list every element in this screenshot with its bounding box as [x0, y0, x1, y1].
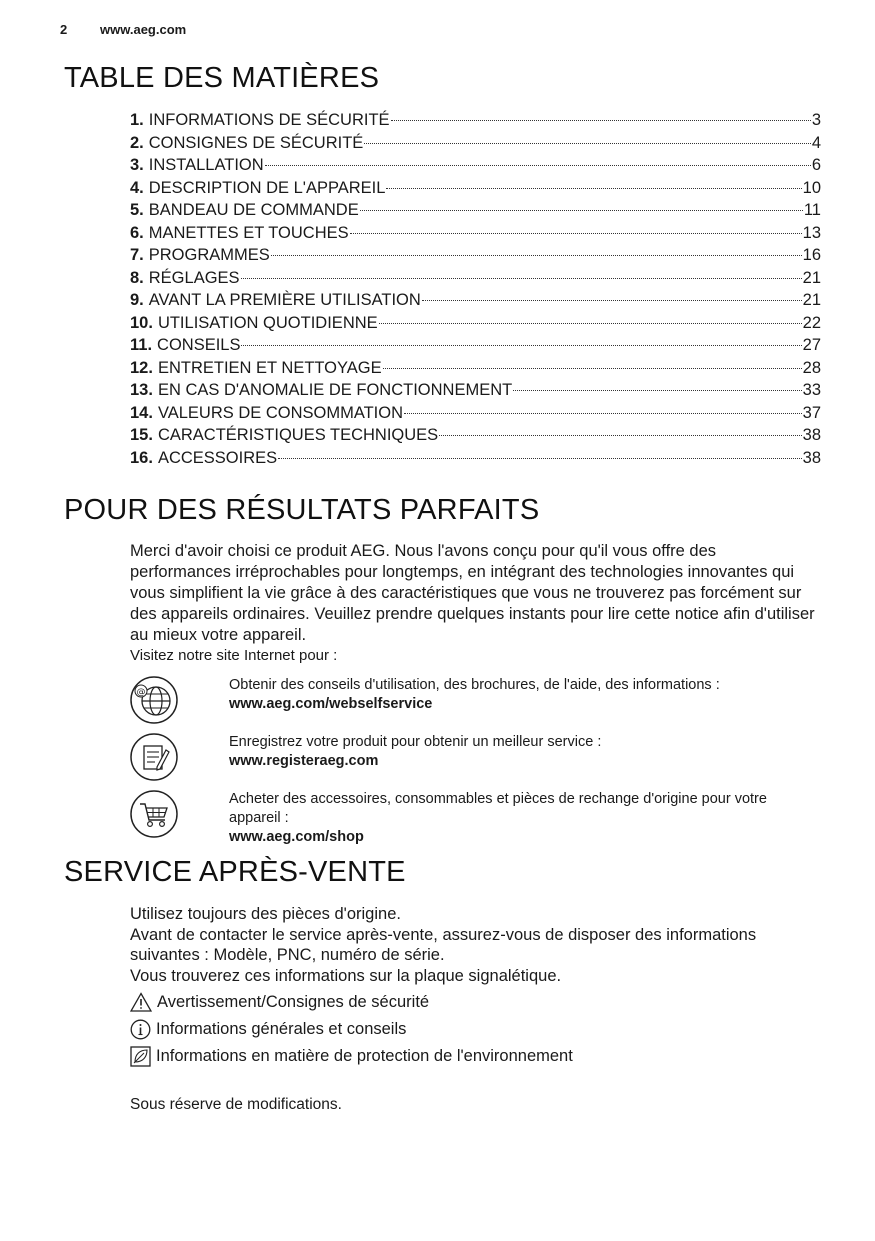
toc-item-page: 4 [811, 133, 821, 152]
visit-text: Visitez notre site Internet pour : [130, 647, 338, 664]
globe-icon [130, 676, 178, 724]
legend-label: Informations en matière de protection de l'environnement [156, 1047, 573, 1065]
register-icon [130, 733, 178, 781]
toc-item-page: 11 [803, 201, 821, 219]
after-sales-title: SERVICE APRÈS-VENTE [64, 856, 406, 888]
page-header [60, 22, 186, 37]
toc-item-label: ACCESSOIRES [157, 448, 278, 467]
legend-label: Informations générales et conseils [156, 1020, 407, 1038]
toc-item[interactable] [130, 336, 821, 359]
toc-item[interactable] [130, 111, 821, 134]
toc-item-number: 7. [130, 246, 144, 264]
toc-item[interactable] [130, 201, 821, 224]
toc-item-label: CARACTÉRISTIQUES TECHNIQUES [157, 426, 439, 444]
toc-item-number: 13. [130, 381, 153, 399]
toc-leader-dots [241, 278, 802, 279]
toc-item-label: INFORMATIONS DE SÉCURITÉ [148, 111, 390, 129]
after-sales-line-3: Vous trouverez ces informations sur la plaque signalétique. [130, 966, 562, 985]
toc-item-number: 6. [130, 223, 144, 242]
toc-item[interactable] [130, 179, 821, 202]
toc-leader-dots [360, 210, 803, 211]
cart-icon [130, 790, 178, 838]
toc-item[interactable] [130, 404, 821, 427]
toc-item-number: 4. [130, 178, 144, 197]
toc-leader-dots [350, 233, 802, 234]
toc-item[interactable] [130, 359, 821, 382]
info-icon [130, 1019, 151, 1040]
toc-item-page: 3 [811, 111, 821, 129]
toc-item-number: 15. [130, 426, 153, 444]
toc-item-label: DESCRIPTION DE L'APPAREIL [148, 178, 386, 197]
toc-item-page: 38 [802, 426, 821, 444]
toc-item-label: CONSIGNES DE SÉCURITÉ [148, 133, 364, 152]
toc-item[interactable] [130, 224, 821, 247]
toc-item[interactable] [130, 156, 821, 179]
after-sales-line-1: Utilisez toujours des pièces d'origine. [130, 905, 401, 923]
toc-leader-dots [379, 323, 802, 324]
toc-item-number: 14. [130, 403, 153, 422]
toc-title: TABLE DES MATIÈRES [64, 62, 380, 94]
toc-item-label: UTILISATION QUOTIDIENNE [157, 313, 378, 332]
toc-leader-dots [391, 120, 811, 121]
toc-item-page: 6 [811, 156, 821, 174]
toc-item-number: 5. [130, 201, 144, 219]
toc-item-page: 38 [802, 448, 821, 467]
toc-item-number: 12. [130, 358, 153, 377]
toc-item-label: PROGRAMMES [148, 246, 270, 264]
toc-leader-dots [383, 368, 802, 369]
toc-item-number: 11. [130, 336, 153, 354]
page-number: 2 [60, 22, 68, 37]
toc-item[interactable] [130, 291, 821, 314]
service-text: Enregistrez votre produit pour obtenir un meilleur service : [229, 734, 602, 750]
toc-item-label: CONSEILS [157, 336, 241, 354]
table-of-contents [130, 111, 821, 471]
toc-item[interactable] [130, 381, 821, 404]
toc-leader-dots [422, 300, 802, 301]
after-sales-body [130, 904, 820, 986]
webselfservice-link[interactable]: www.aeg.com/webselfservice [229, 696, 433, 712]
toc-item-page: 27 [802, 336, 821, 354]
toc-item-page: 33 [802, 381, 821, 399]
toc-item-page: 21 [802, 268, 821, 287]
legend-label: Avertissement/Consignes de sécurité [157, 992, 430, 1011]
toc-item-number: 8. [130, 268, 144, 287]
toc-leader-dots [513, 390, 801, 391]
shop-link[interactable]: www.aeg.com/shop [229, 829, 364, 845]
toc-item-label: ENTRETIEN ET NETTOYAGE [157, 358, 382, 377]
toc-item-number: 2. [130, 133, 144, 152]
toc-item-label: RÉGLAGES [148, 268, 240, 287]
toc-item-page: 16 [802, 246, 821, 264]
toc-leader-dots [265, 165, 811, 166]
toc-item[interactable] [130, 314, 821, 337]
toc-leader-dots [386, 188, 801, 189]
service-text: Acheter des accessoires, consommables et pièces de rechange d'origine pour votre appareil : [229, 791, 767, 826]
toc-item-number: 9. [130, 291, 144, 309]
toc-item[interactable] [130, 449, 821, 472]
results-title: POUR DES RÉSULTATS PARFAITS [64, 494, 540, 526]
after-sales-line-2: Avant de contacter le service après-vente, assurez-vous de disposer des informations suivantes : Modèle, PNC, numéro de série. [130, 925, 757, 964]
warning-icon [130, 992, 152, 1012]
toc-item-label: BANDEAU DE COMMANDE [148, 201, 359, 219]
modifications-note: Sous réserve de modifications. [130, 1096, 342, 1113]
header-website: www.aeg.com [100, 22, 187, 37]
toc-item-page: 22 [802, 313, 821, 332]
toc-item-number: 1. [130, 111, 144, 129]
toc-item-number: 10. [130, 313, 153, 332]
toc-item-page: 13 [802, 223, 821, 242]
toc-item-page: 28 [802, 358, 821, 377]
toc-leader-dots [278, 458, 802, 459]
register-link[interactable]: www.registeraeg.com [229, 753, 379, 769]
toc-leader-dots [404, 413, 802, 414]
toc-item[interactable] [130, 269, 821, 292]
svg-text:@: @ [136, 687, 146, 698]
toc-item-number: 3. [130, 156, 144, 174]
toc-leader-dots [364, 143, 811, 144]
toc-item-number: 16. [130, 448, 153, 467]
toc-leader-dots [241, 345, 801, 346]
toc-item-page: 10 [802, 178, 821, 197]
intro-paragraph: Merci d'avoir choisi ce produit AEG. Nous l'avons conçu pour qu'il vous offre des performances irréprochables pour longtemps, en intégrant des technologies innovantes qui vous simplifient la vie grâce à des caractéristiques que vous ne trouverez pas forcément sur des appareils ordinaires. Veuillez prendre quelques instants pour lire cette notice afin d'utiliser au mieux votre appareil. [130, 542, 815, 644]
toc-leader-dots [271, 255, 802, 256]
toc-item-page: 21 [802, 291, 821, 309]
toc-item-label: VALEURS DE CONSOMMATION [157, 403, 404, 422]
toc-item-label: EN CAS D'ANOMALIE DE FONCTIONNEMENT [157, 381, 513, 399]
leaf-icon [130, 1046, 151, 1067]
service-text: Obtenir des conseils d'utilisation, des brochures, de l'aide, des informations : [229, 677, 720, 693]
toc-item-label: MANETTES ET TOUCHES [148, 223, 349, 242]
toc-item-label: INSTALLATION [148, 156, 264, 174]
toc-item-label: AVANT LA PREMIÈRE UTILISATION [148, 291, 421, 309]
toc-item[interactable] [130, 426, 821, 449]
toc-item[interactable] [130, 134, 821, 157]
legend-environment [130, 1046, 573, 1067]
toc-item[interactable] [130, 246, 821, 269]
toc-leader-dots [439, 435, 801, 436]
legend-warning [130, 992, 429, 1012]
legend-info [130, 1019, 406, 1040]
toc-item-page: 37 [802, 403, 821, 422]
